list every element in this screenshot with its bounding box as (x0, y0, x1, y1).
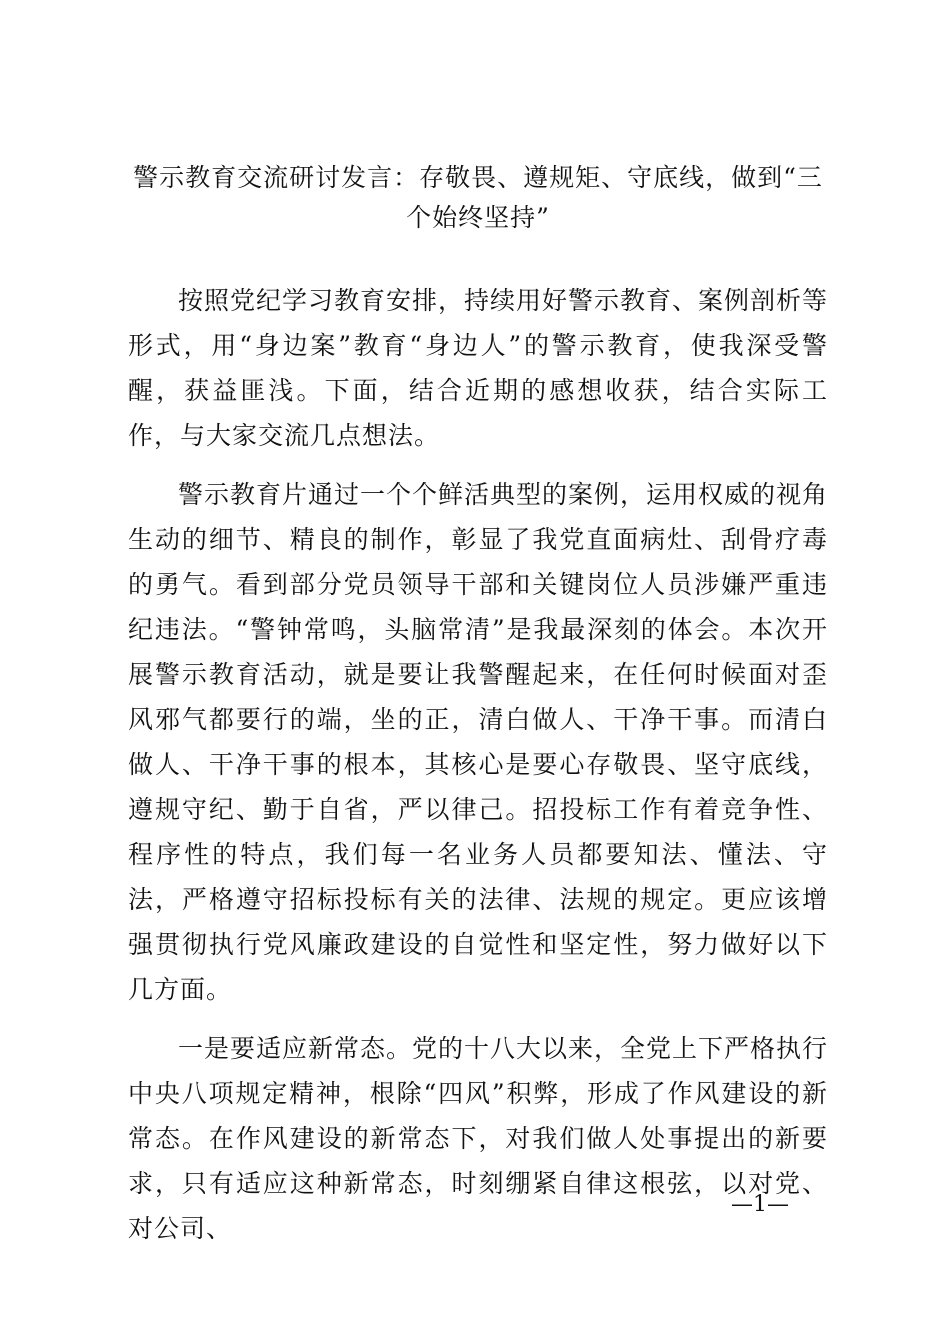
paragraph-2: 警示教育片通过一个个鲜活典型的案例，运用权威的视角生动的细节、精良的制作，彰显了我党直面病灶、刮骨疗毒的勇气。看到部分党员领导干部和关键岗位人员涉嫌严重违纪违法。“警钟常鸣，头脑常清”是我最深刻的体会。本次开展警示教育活动，就是要让我警醒起来，在任何时候面对歪风邪气都要行的端，坐的正，清白做人、干净干事。而清白做人、干净干事的根本，其核心是要心存敬畏、坚守底线，遵规守纪、勤于自省，严以律己。招投标工作有着竞争性、程序性的特点，我们每一名业务人员都要知法、懂法、守法，严格遵守招标投标有关的法律、法规的规定。更应该增强贯彻执行党风廉政建设的自觉性和坚定性，努力做好以下几方面。 (128, 480, 829, 1004)
paragraph-3: 一是要适应新常态。党的十八大以来，全党上下严格执行中央八项规定精神，根除“四风”积弊，形成了作风建设的新常态。在作风建设的新常态下，对我们做人处事提出的新要求，只有适应这种新常态，时刻绷紧自律这根弦，以对党、对公司、 (128, 1034, 829, 1243)
document-body (128, 278, 828, 1265)
page-number: —1— (731, 1192, 789, 1217)
document-title: 警示教育交流研讨发言：存敬畏、遵规矩、守底线，做到“三个始终坚持” (133, 163, 823, 232)
paragraph-1: 按照党纪学习教育安排，持续用好警示教育、案例剖析等形式，用“身边案”教育“身边人”的警示教育，使我深受警醒，获益匪浅。下面，结合近期的感想收获，结合实际工作，与大家交流几点想法。 (128, 286, 829, 450)
